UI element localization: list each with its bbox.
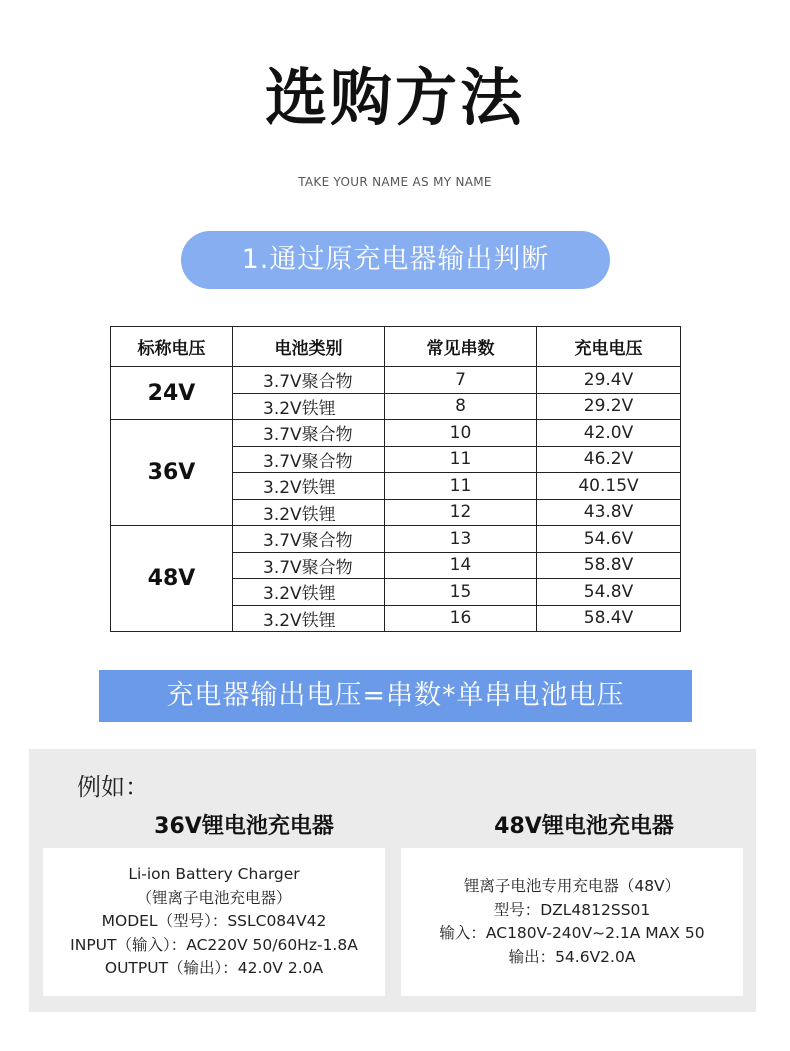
header-battery-type: 电池类别 xyxy=(233,327,385,367)
table-row xyxy=(111,526,681,553)
label-line: 锂离子电池专用充电器（48V） xyxy=(463,877,681,895)
series-count-cell: 13 xyxy=(385,526,537,553)
series-count-cell: 11 xyxy=(385,446,537,473)
label-line: MODEL（型号）：SSLC084V42 xyxy=(101,912,327,931)
charge-voltage-cell: 29.4V xyxy=(537,367,681,394)
nominal-voltage-cell: 24V xyxy=(111,367,233,420)
charger-label-card-48v xyxy=(401,848,743,996)
battery-type-cell: 3.7V聚合物 xyxy=(233,552,385,579)
label-line: Li-ion Battery Charger xyxy=(128,865,300,884)
series-count-cell: 15 xyxy=(385,579,537,606)
table-row xyxy=(111,367,681,394)
nominal-voltage-cell: 48V xyxy=(111,526,233,632)
battery-type-cell: 3.2V铁锂 xyxy=(233,605,385,632)
series-count-cell: 12 xyxy=(385,499,537,526)
example-label: 例如： xyxy=(77,773,149,801)
label-line: （锂离子电池充电器） xyxy=(136,888,292,907)
series-count-cell: 16 xyxy=(385,605,537,632)
formula-banner: 充电器输出电压=串数*单串电池电压 xyxy=(99,670,692,722)
charger-label-card-36v xyxy=(43,848,385,996)
header-charge-voltage: 充电电压 xyxy=(537,327,681,367)
charge-voltage-cell: 43.8V xyxy=(537,499,681,526)
charge-voltage-cell: 46.2V xyxy=(537,446,681,473)
battery-type-cell: 3.2V铁锂 xyxy=(233,393,385,420)
page-subtitle: TAKE YOUR NAME AS MY NAME xyxy=(298,175,492,189)
voltage-spec-table xyxy=(110,326,681,632)
charge-voltage-cell: 58.8V xyxy=(537,552,681,579)
charge-voltage-cell: 58.4V xyxy=(537,605,681,632)
header-nominal-voltage: 标称电压 xyxy=(111,327,233,367)
header-series-count: 常见串数 xyxy=(385,327,537,367)
table-row xyxy=(111,420,681,447)
table-header-row xyxy=(111,327,681,367)
label-line: 输入：AC180V-240V~2.1A MAX 50 xyxy=(439,924,705,942)
battery-type-cell: 3.7V聚合物 xyxy=(233,367,385,394)
series-count-cell: 10 xyxy=(385,420,537,447)
series-count-cell: 11 xyxy=(385,473,537,500)
example-panel xyxy=(29,749,756,1012)
series-count-cell: 8 xyxy=(385,393,537,420)
charge-voltage-cell: 54.8V xyxy=(537,579,681,606)
series-count-cell: 14 xyxy=(385,552,537,579)
battery-type-cell: 3.7V聚合物 xyxy=(233,446,385,473)
charger-title-36v: 36V锂电池充电器 xyxy=(154,814,334,839)
charge-voltage-cell: 29.2V xyxy=(537,393,681,420)
label-line: OUTPUT（输出）：42.0V 2.0A xyxy=(104,959,324,978)
section-pill: 1.通过原充电器输出判断 xyxy=(181,231,610,289)
battery-type-cell: 3.2V铁锂 xyxy=(233,499,385,526)
charger-title-48v: 48V锂电池充电器 xyxy=(494,814,674,839)
label-line: INPUT（输入）：AC220V 50/60Hz-1.8A xyxy=(70,935,358,954)
series-count-cell: 7 xyxy=(385,367,537,394)
label-line: 型号：DZL4812SS01 xyxy=(493,900,651,919)
battery-type-cell: 3.2V铁锂 xyxy=(233,473,385,500)
battery-type-cell: 3.7V聚合物 xyxy=(233,526,385,553)
page-title: 选购方法 xyxy=(264,61,525,134)
label-line: 输出：54.6V2.0A xyxy=(508,947,636,966)
battery-type-cell: 3.2V铁锂 xyxy=(233,579,385,606)
charge-voltage-cell: 40.15V xyxy=(537,473,681,500)
charge-voltage-cell: 54.6V xyxy=(537,526,681,553)
charge-voltage-cell: 42.0V xyxy=(537,420,681,447)
nominal-voltage-cell: 36V xyxy=(111,420,233,526)
battery-type-cell: 3.7V聚合物 xyxy=(233,420,385,447)
